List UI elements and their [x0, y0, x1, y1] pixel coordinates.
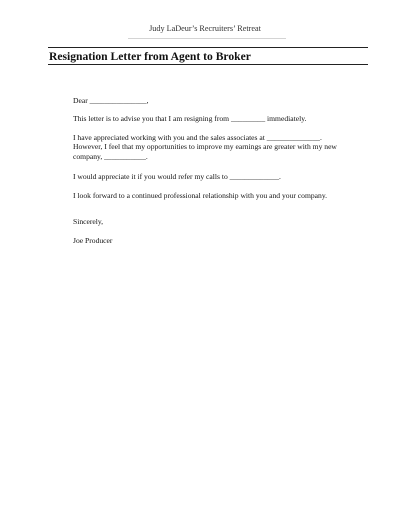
title-top-rule [48, 47, 368, 48]
letter-paragraph-3: I would appreciate it if you would refer my calls to _____________. [73, 172, 281, 181]
letter-paragraph-4: I look forward to a continued professional relationship with you and your company. [73, 191, 328, 200]
letter-closing: Sincerely, [73, 217, 104, 226]
letter-paragraph-2-line: However, I feel that my opportunities to improve my earnings are greater with my new [73, 142, 337, 152]
title-bottom-rule [48, 64, 368, 65]
document-title: Resignation Letter from Agent to Broker [49, 50, 251, 63]
page-header: Judy LaDeur’s Recruiters’ Retreat [149, 24, 261, 33]
letter-salutation: Dear _______________, [73, 96, 149, 105]
letter-paragraph-2-line: I have appreciated working with you and the sales associates at ______________. [73, 133, 322, 142]
letter-paragraph-2 [73, 133, 337, 161]
header-divider [128, 38, 286, 39]
letter-signature: Joe Producer [73, 236, 113, 245]
letter-paragraph-1: This letter is to advise you that I am resigning from _________ immediately. [73, 114, 307, 123]
letter-paragraph-2-line: company, ___________. [73, 151, 148, 161]
